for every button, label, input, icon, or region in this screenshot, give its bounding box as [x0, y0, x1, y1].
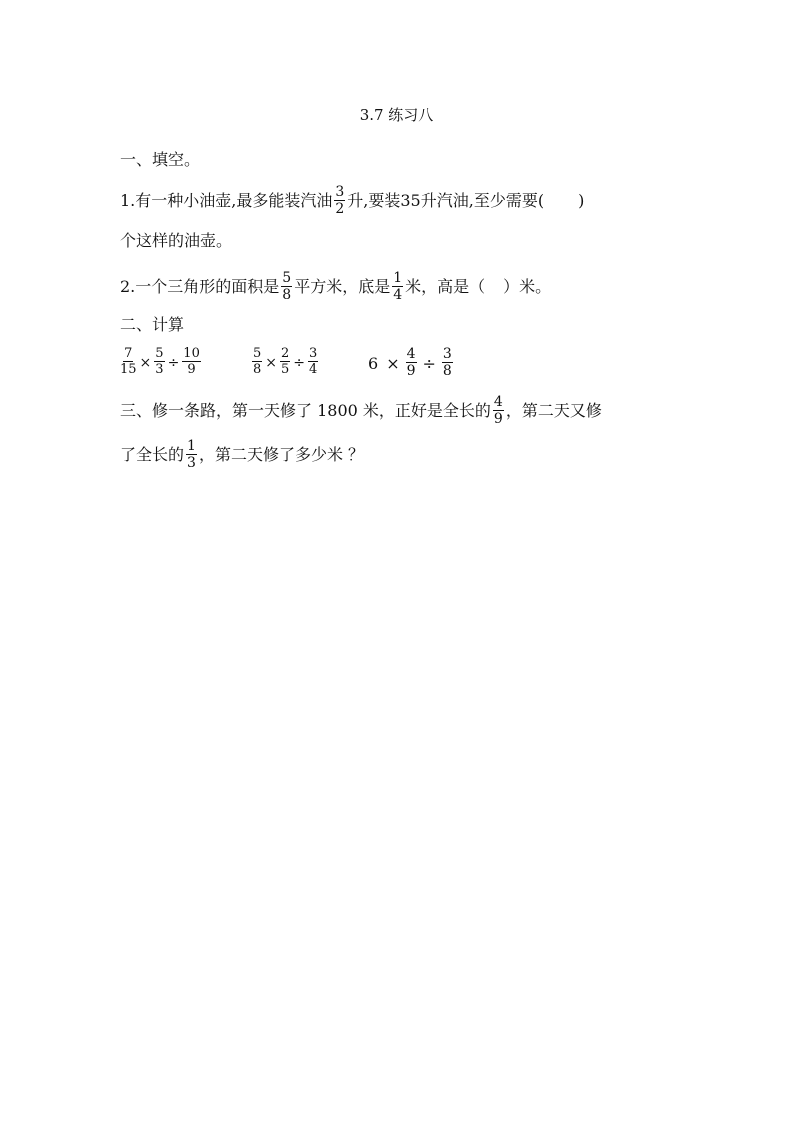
- calc-3-fraction-a: [406, 347, 417, 378]
- fraction-denominator: 4: [393, 287, 403, 303]
- fraction-denominator: 9: [187, 362, 196, 377]
- calc-2-fraction-c: [308, 347, 318, 376]
- multiply-operator: ×: [386, 354, 400, 373]
- section-fill-blank-heading: 一、填空。: [120, 150, 201, 169]
- fraction-denominator: 3: [187, 455, 196, 471]
- word-problem-line-2: [120, 440, 364, 471]
- calc-2-fraction-b: [280, 347, 290, 376]
- fraction-numerator: 10: [183, 346, 200, 361]
- fraction-numerator: 1: [393, 270, 403, 286]
- word-problem-line-2-before: 了全长的: [120, 445, 185, 464]
- section-calculation-heading: 二、计算: [120, 315, 185, 334]
- question-1-text-after: 升,要装35升汽油,至少需要(: [347, 191, 545, 210]
- fraction-numerator: 3: [335, 184, 345, 200]
- question-2-text-mid: 平方米，底是: [294, 277, 391, 296]
- fraction-denominator: 8: [442, 363, 452, 379]
- word-problem-text-before: 三、修一条路，第一天修了 1800 米，正好是全长的: [120, 401, 491, 420]
- calc-expression-2: [250, 348, 320, 377]
- fraction-numerator: 3: [442, 346, 452, 362]
- calc-3-fraction-b: [442, 347, 453, 378]
- multiply-operator: ×: [265, 354, 278, 371]
- divide-operator: ÷: [167, 354, 180, 371]
- fraction-numerator: 5: [253, 346, 262, 361]
- fraction-denominator: 8: [282, 287, 292, 303]
- fraction-denominator: 4: [309, 362, 318, 377]
- fraction-numerator: 2: [281, 346, 290, 361]
- word-problem-line-1: [120, 396, 602, 427]
- question-1-fraction: [334, 185, 345, 216]
- question-2-text-before: 2.一个三角形的面积是: [120, 277, 280, 296]
- fraction-numerator: 5: [155, 346, 164, 361]
- word-problem-line-2-after: ，第二天修了多少米 ？: [198, 445, 365, 464]
- calc-1-fraction-b: [154, 347, 164, 376]
- fraction-denominator: 8: [253, 362, 262, 377]
- page-title: 3.7 练习八: [359, 106, 434, 124]
- calc-expression-1: [118, 348, 203, 377]
- fraction-numerator: 5: [282, 270, 292, 286]
- question-1-close-paren: ): [578, 191, 585, 210]
- fraction-denominator: 9: [493, 411, 503, 427]
- multiply-operator: ×: [139, 354, 152, 371]
- question-2-fraction-area: [281, 271, 292, 302]
- fraction-numerator: 4: [406, 346, 416, 362]
- question-2-close-paren: ）米。: [503, 277, 552, 296]
- fraction-numerator: 3: [309, 346, 318, 361]
- calc-1-fraction-a: [120, 347, 137, 376]
- question-2-text-after: 米，高是（: [405, 277, 486, 296]
- fraction-numerator: 7: [124, 346, 133, 361]
- calc-2-fraction-a: [252, 347, 262, 376]
- divide-operator: ÷: [422, 354, 436, 373]
- word-problem-fraction-2: [186, 439, 197, 470]
- question-1-text-before: 1.有一种小油壶,最多能装汽油: [120, 191, 333, 210]
- fraction-numerator: 4: [493, 394, 503, 410]
- fraction-denominator: 5: [281, 362, 290, 377]
- fraction-denominator: 3: [155, 362, 164, 377]
- calc-1-fraction-c: [182, 347, 201, 376]
- question-2-fraction-base: [392, 271, 403, 302]
- question-1-line-2: 个这样的油壶。: [120, 231, 233, 250]
- fraction-denominator: 2: [335, 201, 345, 217]
- divide-operator: ÷: [293, 354, 306, 371]
- fraction-numerator: 1: [187, 438, 196, 454]
- question-1-line-1: [120, 186, 584, 217]
- question-2-line: [120, 272, 551, 303]
- word-problem-text-after: ，第二天又修: [505, 401, 602, 420]
- calc-expression-3: [368, 348, 455, 379]
- fraction-denominator: 15: [120, 362, 137, 377]
- fraction-denominator: 9: [406, 363, 416, 379]
- calc-3-lead-number: 6: [368, 354, 379, 373]
- word-problem-fraction-1: [493, 395, 504, 426]
